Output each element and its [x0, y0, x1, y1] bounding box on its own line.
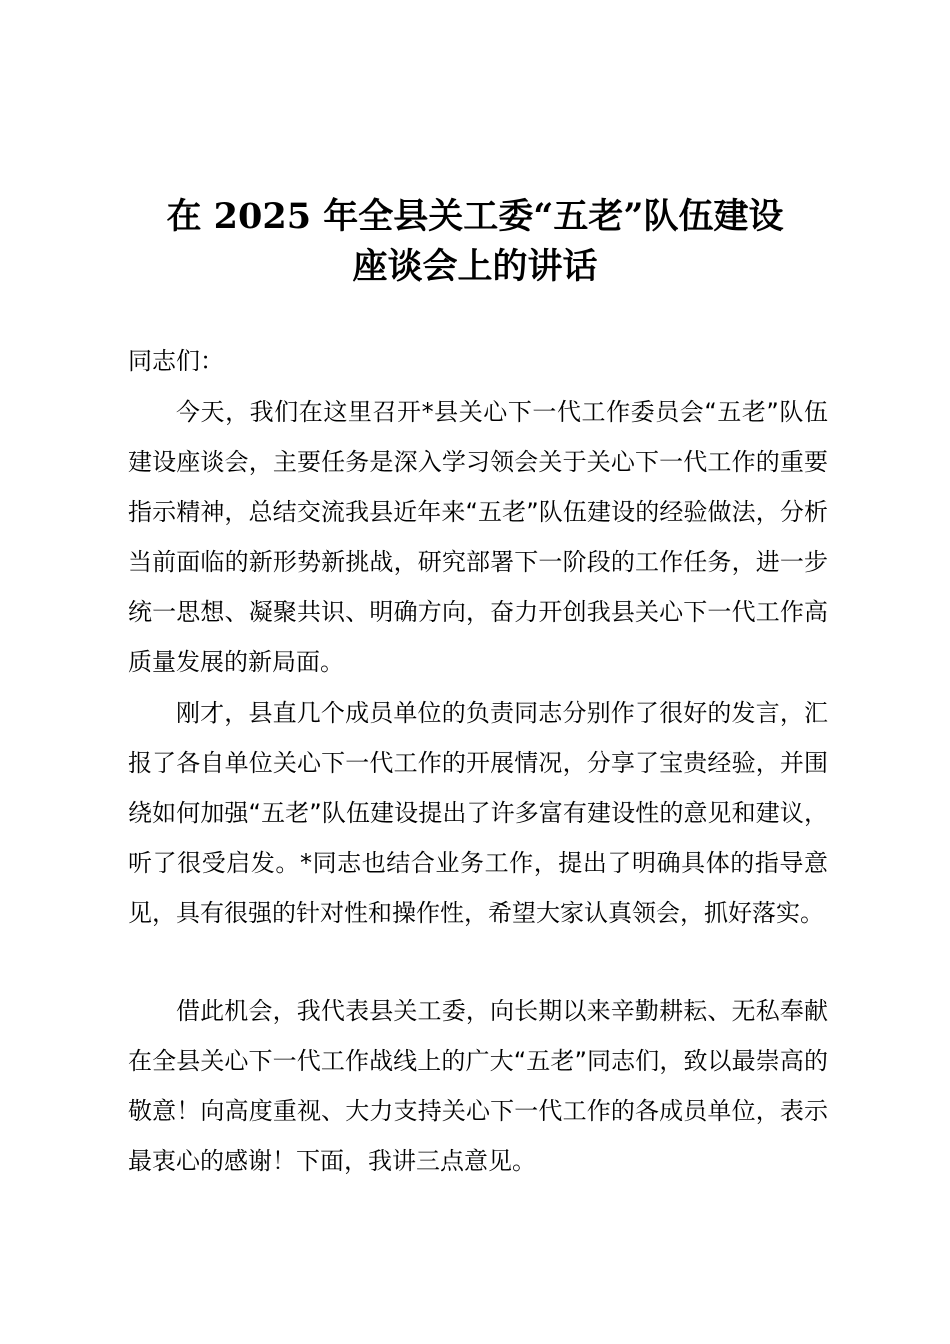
paragraph-3: 借此机会，我代表县关工委，向长期以来辛勤耕耘、无私奉献在全县关心下一代工作战线上的广大“五老”同志们，致以最崇高的敬意！向高度重视、大力支持关心下一代工作的各成员单位，表示最衷心的感谢！下面，我讲三点意见。 [128, 997, 828, 1175]
paragraph-1: 今天，我们在这里召开*县关心下一代工作委员会“五老”队伍建设座谈会，主要任务是深入学习领会关于关心下一代工作的重要指示精神，总结交流我县近年来“五老”队伍建设的经验做法，分析当前面临的新形势新挑战，研究部署下一阶段的工作任务，进一步统一思想、凝聚共识、明确方向，奋力开创我县关心下一代工作高质量发展的新局面。 [128, 398, 828, 676]
document-title-line-1: 在 2025 年全县关工委“五老”队伍建设 [166, 196, 784, 237]
salutation: 同志们： [128, 347, 224, 375]
paragraph-2: 刚才，县直几个成员单位的负责同志分别作了很好的发言，汇报了各自单位关心下一代工作的开展情况，分享了宝贵经验，并围绕如何加强“五老”队伍建设提出了许多富有建设性的意见和建议，听了很受启发。*同志也结合业务工作，提出了明确具体的指导意见，具有很强的针对性和操作性，希望大家认真领会，抓好落实。 [128, 699, 828, 927]
document-title-line-2: 座谈会上的讲话 [352, 246, 598, 287]
